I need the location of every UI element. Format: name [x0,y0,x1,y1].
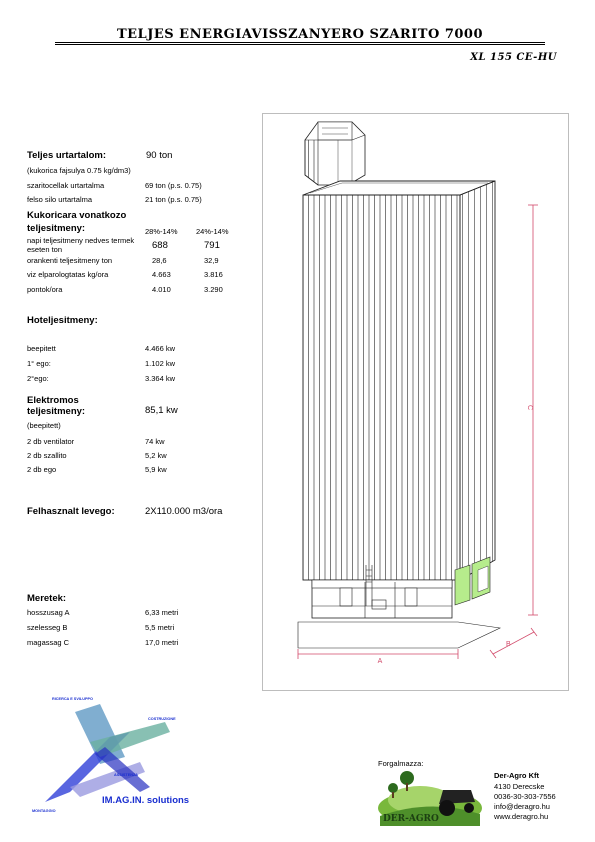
corn-heading-2: teljesitmeny: [27,223,86,234]
spec-value: 28,6 [152,256,167,265]
spec-value: 69 ton (p.s. 0.75) [145,181,202,190]
spec-label: szelesseg B [27,623,68,632]
electric-heading-2: teljesitmeny: [27,406,86,417]
top-hood [305,122,365,185]
ground-outline [298,622,500,648]
spec-value: 3.816 [204,270,223,279]
spec-label: magassag C [27,638,70,647]
spec-value: 32,9 [204,256,219,265]
logo-tag-top: RICERCA E SVILUPPO [52,697,93,701]
title-underline-2 [55,44,545,45]
dimension-a-label: A [377,658,383,665]
spec-value: 4.466 kw [145,344,176,353]
distributor-label: Forgalmazza: [378,759,424,768]
spec-label: beepitett [27,344,56,353]
spec-value: 5,9 kw [145,465,167,474]
electric-heading: Elektromos [27,395,79,406]
spec-label: 2 db ego [27,465,57,474]
spec-value: 6,33 metri [145,608,179,617]
side-face [460,181,495,580]
document-title: TELJES ENERGIAVISSZANYERO SZARITO 7000 [116,27,484,42]
company-name: Der-Agro Kft [494,771,539,780]
dimension-b-label: B [506,641,511,648]
front-face [303,195,460,580]
dimensions-heading: Meretek: [27,593,67,604]
air-label: Felhasznalt levego: [27,506,115,517]
spec-label: 2°ego: [27,374,49,383]
spec-label: 1° ego: [27,359,51,368]
company-email[interactable]: info@deragro.hu [494,802,550,811]
spec-label: felso silo urtartalma [27,195,93,204]
spec-value: 5,5 metri [145,623,175,632]
corn-col-header: 24%-14% [196,227,229,236]
spec-value: 791 [204,240,220,251]
spec-value: 1.102 kw [145,359,176,368]
spec-value: 74 kw [145,437,165,446]
dimension-b [490,628,537,658]
dimension-c-label: C [526,405,533,411]
company-phone: 0036-30-303-7556 [494,792,556,801]
spec-label: szaritocellak urtartalma [27,181,105,190]
model-code: XL 155 CE-HU [470,52,557,63]
capacity-value: 90 ton [146,150,173,161]
der-agro-logo [375,768,485,828]
electric-value: 85,1 kw [145,405,178,416]
heat-heading: Hoteljesitmeny: [27,315,98,326]
dryer-drawing [262,113,569,691]
spec-value: 688 [152,240,168,251]
spec-value: 5,2 kw [145,451,167,460]
spec-label: 2 db szallito [27,451,67,460]
logo-tag-right: COSTRUZIONE [148,717,176,721]
capacity-label: Teljes urtartalom: [27,150,107,161]
company-address: 4130 Derecske [494,782,545,791]
company-website[interactable]: www.deragro.hu [494,812,549,821]
electric-note: (beepitett) [27,421,61,430]
spec-label: pontok/ora [27,285,63,294]
logo-tag-bottom: MONTAGGIO [32,809,56,813]
spec-label: hosszusag A [27,608,70,617]
capacity-note: (kukorica fajsulya 0.75 kg/dm3) [27,166,131,175]
der-agro-logo-text: DER-AGRO [383,814,439,824]
spec-value: 17,0 metri [145,638,179,647]
spec-value: 21 ton (p.s. 0.75) [145,195,202,204]
imagin-brand: IM.AG.IN. solutions [102,795,190,806]
spec-label: 2 db ventilator [27,437,75,446]
spec-value: 3.364 kw [145,374,176,383]
corn-heading: Kukoricara vonatkozo [27,210,127,221]
logo-tag-center: ASSISTENZA [114,773,139,777]
title-underline [55,42,545,43]
spec-value: 4.663 [152,270,171,279]
air-value: 2X110.000 m3/ora [145,506,223,517]
spec-value: 4.010 [152,285,171,294]
spec-label: napi teljesitmeny nedves termek eseten ton [27,236,135,254]
corn-col-header: 28%-14% [145,227,178,236]
spec-label: orankenti teljesitmeny ton [27,256,113,265]
spec-value: 3.290 [204,285,223,294]
spec-label: viz elparologtatas kg/ora [27,270,109,279]
